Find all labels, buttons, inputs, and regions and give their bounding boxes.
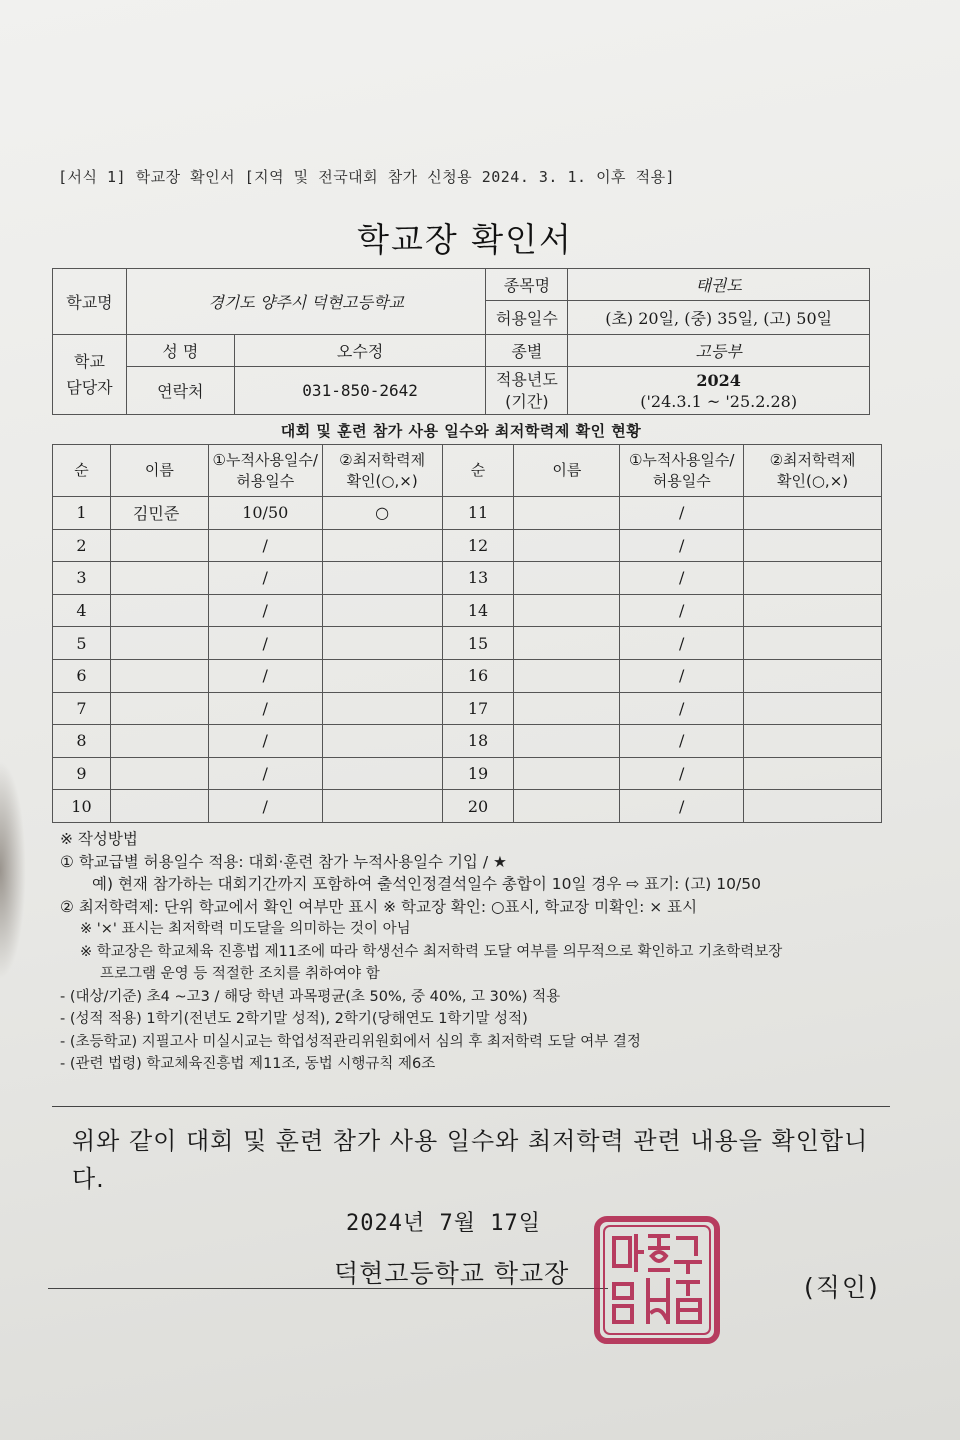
row-no: 11 — [442, 497, 514, 530]
row-check — [322, 757, 442, 790]
row-days: / — [208, 529, 322, 562]
official-seal-stamp — [592, 1214, 722, 1346]
row-name — [110, 790, 208, 823]
row-days: / — [620, 529, 744, 562]
col-no-left: 순 — [53, 445, 111, 497]
row-days: / — [620, 692, 744, 725]
row-name — [514, 627, 620, 660]
principal-title: 덕현고등학교 학교장 — [334, 1259, 570, 1288]
col-days-line2: 허용일수 — [652, 471, 711, 490]
note-line: ※ '×' 표시는 최저학력 미도달을 의미하는 것이 아님 — [80, 921, 411, 937]
year-period: ('24.3.1 ~ '25.2.28) — [640, 391, 798, 411]
note-line: - (관련 법령) 학교체육진흥법 제11조, 동법 시행규칙 제6조 — [60, 1056, 436, 1072]
row-no: 17 — [442, 692, 514, 725]
row-days: 10/50 — [208, 497, 322, 530]
row-days: / — [208, 659, 322, 692]
note-line: 예) 현재 참가하는 대회기간까지 포함하여 출석인정결석일수 총합이 10일 경우 ⇨ 표기: (고) 10/50 — [92, 875, 761, 893]
note-line: ② 최저학력제: 단위 학교에서 확인 여부만 표시 ※ 학교장 확인: ○표시, 학교장 미확인: × 표시 — [60, 897, 698, 916]
row-days: / — [208, 790, 322, 823]
row-days: / — [620, 757, 744, 790]
roster-title: 대회 및 훈련 참가 사용 일수와 최저학력제 확인 현황 — [280, 422, 642, 440]
row-no: 3 — [53, 562, 111, 595]
col-min-line2: 확인(○,×) — [346, 471, 418, 490]
division-value: 고등부 — [568, 335, 870, 367]
row-name — [110, 594, 208, 627]
note-line: ① 학교급별 허용일수 적용: 대회·훈련 참가 누적사용일수 기입 / ★ — [60, 852, 507, 871]
row-no: 6 — [53, 659, 111, 692]
row-check — [322, 529, 442, 562]
year-label-period: (기간) — [505, 391, 549, 411]
note-line: 프로그램 운영 등 적절한 조치를 취하여야 함 — [100, 966, 380, 982]
row-name — [110, 562, 208, 595]
row-no: 9 — [53, 757, 111, 790]
year-label-cell — [486, 367, 568, 415]
allowed-days-label: 허용일수 — [486, 301, 568, 335]
seal-label: (직인) — [804, 1273, 880, 1302]
row-name — [514, 725, 620, 758]
row-no: 2 — [53, 529, 111, 562]
row-check — [322, 594, 442, 627]
row-check — [744, 594, 882, 627]
row-days: / — [620, 562, 744, 595]
row-no: 8 — [53, 725, 111, 758]
row-days: / — [620, 497, 744, 530]
row-name — [514, 529, 620, 562]
confirmation-text: 위와 같이 대회 및 훈련 참가 사용 일수와 최저학력 관련 내용을 확인합니다. — [72, 1127, 869, 1193]
col-min-line2: 확인(○,×) — [777, 471, 849, 490]
table-row — [53, 497, 882, 530]
row-days: / — [620, 594, 744, 627]
row-no: 14 — [442, 594, 514, 627]
row-check — [322, 790, 442, 823]
row-days: / — [208, 757, 322, 790]
divider-top — [52, 1106, 890, 1107]
row-days: / — [620, 790, 744, 823]
row-no: 1 — [53, 497, 111, 530]
row-no: 10 — [53, 790, 111, 823]
row-no: 12 — [442, 529, 514, 562]
row-name — [110, 659, 208, 692]
document-title: 학교장 확인서 — [357, 220, 573, 259]
table-row — [53, 529, 882, 562]
row-no: 15 — [442, 627, 514, 660]
row-check — [744, 659, 882, 692]
school-label: 학교명 — [53, 269, 127, 335]
table-row — [53, 562, 882, 595]
school-name: 경기도 양주시 덕현고등학교 — [126, 269, 486, 335]
row-check — [744, 790, 882, 823]
col-name-right: 이름 — [514, 445, 620, 497]
row-no: 7 — [53, 692, 111, 725]
year-value-cell — [568, 367, 870, 415]
finger-shadow — [0, 760, 26, 980]
year-label: 적용년도 — [495, 369, 558, 389]
row-check — [744, 757, 882, 790]
row-days: / — [208, 725, 322, 758]
year-value: 2024 — [696, 370, 741, 390]
row-name — [514, 497, 620, 530]
row-check — [744, 627, 882, 660]
row-name — [514, 594, 620, 627]
col-days-right — [620, 445, 744, 497]
roster-table — [52, 444, 882, 823]
row-days: / — [620, 725, 744, 758]
note-line: - (초등학교) 지필고사 미실시교는 학업성적관리위원회에서 심의 후 최저학력 도달 여부 결정 — [60, 1033, 641, 1050]
col-days-line1: ①누적사용일수/ — [212, 450, 318, 469]
row-days: / — [208, 692, 322, 725]
row-no: 13 — [442, 562, 514, 595]
row-check — [322, 562, 442, 595]
row-check — [744, 725, 882, 758]
row-check — [322, 692, 442, 725]
col-min-right — [744, 445, 882, 497]
row-days: / — [208, 562, 322, 595]
event-value: 태권도 — [568, 269, 870, 301]
table-row — [53, 790, 882, 823]
row-name — [514, 659, 620, 692]
row-no: 16 — [442, 659, 514, 692]
divider-bottom — [48, 1288, 608, 1289]
row-no: 19 — [442, 757, 514, 790]
table-row — [53, 627, 882, 660]
manager-name: 오수정 — [234, 335, 486, 367]
row-name — [514, 562, 620, 595]
col-min-left — [322, 445, 442, 497]
table-row — [53, 594, 882, 627]
col-no-right: 순 — [442, 445, 514, 497]
row-check — [744, 497, 882, 530]
row-days: / — [208, 627, 322, 660]
row-name — [110, 692, 208, 725]
row-name — [110, 725, 208, 758]
name-label: 성 명 — [126, 335, 234, 367]
row-name — [514, 790, 620, 823]
division-label: 종별 — [486, 335, 568, 367]
row-no: 18 — [442, 725, 514, 758]
col-days-line2: 허용일수 — [236, 471, 295, 490]
row-name — [514, 692, 620, 725]
col-name-left: 이름 — [110, 445, 208, 497]
note-line: - (대상/기준) 초4 ~고3 / 해당 학년 과목평균(초 50%, 중 40%, 고 30%) 적용 — [60, 988, 561, 1005]
row-check — [744, 692, 882, 725]
contact-value: 031-850-2642 — [234, 367, 486, 415]
row-days: / — [208, 594, 322, 627]
contact-label: 연락처 — [126, 367, 234, 415]
form-header: [서식 1] 학교장 확인서 [지역 및 전국대회 참가 신청용 2024. 3. 1. 이후 적용] — [58, 168, 676, 186]
col-days-left — [208, 445, 322, 497]
row-days: / — [620, 659, 744, 692]
instructions — [60, 828, 890, 1076]
row-check — [744, 562, 882, 595]
note-line: - (성적 적용) 1학기(전년도 2학기말 성적), 2학기(당해연도 1학기말 성적) — [60, 1011, 528, 1027]
row-days: / — [620, 627, 744, 660]
event-label: 종목명 — [486, 269, 568, 301]
row-check — [322, 659, 442, 692]
row-no: 20 — [442, 790, 514, 823]
row-name — [514, 757, 620, 790]
col-days-line1: ①누적사용일수/ — [628, 450, 735, 469]
row-name — [110, 627, 208, 660]
row-check: ○ — [322, 497, 442, 530]
row-check — [322, 627, 442, 660]
note-line: ※ 학교장은 학교체육 진흥법 제11조에 따라 학생선수 최저학력 도달 여부를 의무적으로 확인하고 기초학력보장 — [80, 943, 783, 960]
table-row — [53, 725, 882, 758]
row-check — [744, 529, 882, 562]
info-table — [52, 268, 870, 415]
row-name: 김민준 — [110, 497, 208, 530]
col-min-line1: ②최저학력제 — [769, 450, 856, 469]
row-name — [110, 757, 208, 790]
issue-date: 2024년 7월 17일 — [346, 1211, 541, 1236]
table-row — [53, 659, 882, 692]
col-min-line1: ②최저학력제 — [339, 450, 426, 469]
manager-label: 학교 담당자 — [53, 335, 127, 415]
row-name — [110, 529, 208, 562]
row-no: 4 — [53, 594, 111, 627]
row-check — [322, 725, 442, 758]
notes-heading: ※ 작성방법 — [60, 830, 138, 848]
table-row — [53, 692, 882, 725]
row-no: 5 — [53, 627, 111, 660]
table-row — [53, 757, 882, 790]
allowed-days-value: (초) 20일, (중) 35일, (고) 50일 — [568, 301, 870, 335]
